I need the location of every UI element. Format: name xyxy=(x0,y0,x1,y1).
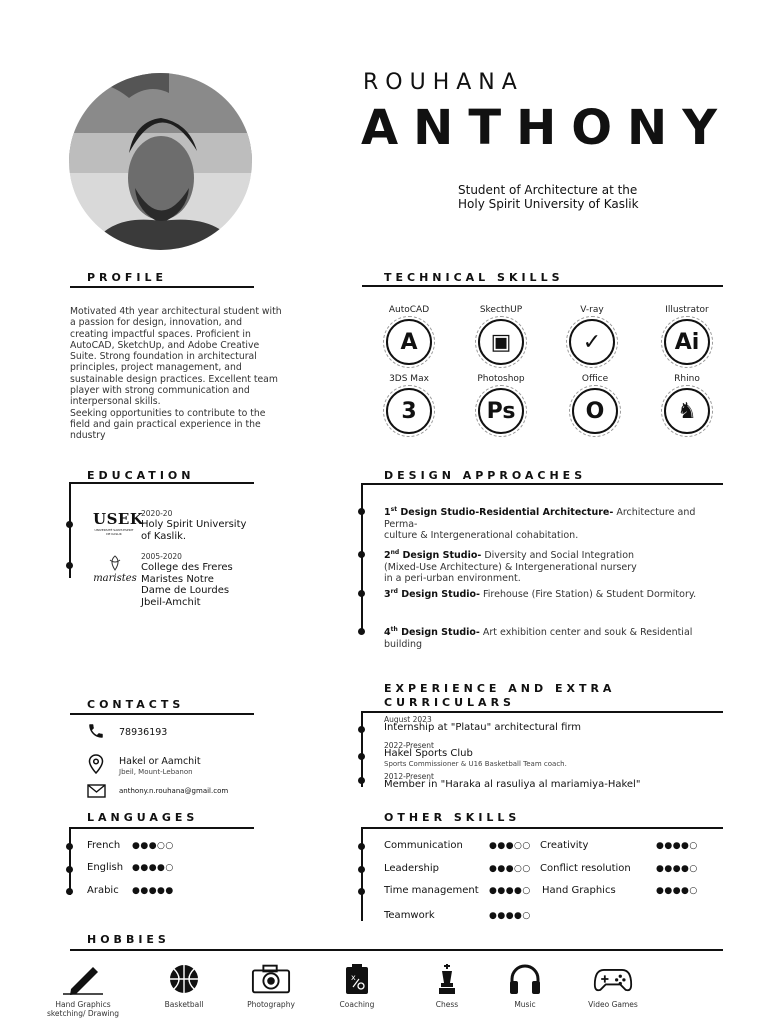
skill-rating: ●●●●○ xyxy=(489,886,531,896)
hobby-label: Photography xyxy=(247,1000,295,1009)
experience-date: August 2023 xyxy=(384,715,432,724)
tagline-line: Student of Architecture at the xyxy=(458,183,638,197)
experience-heading-line: EXPERIENCE AND EXTRA xyxy=(384,682,616,695)
timeline-dot xyxy=(66,521,73,528)
skill-3dsmax xyxy=(374,374,444,434)
office-glyph: O xyxy=(585,398,605,424)
tagline-line: Holy Spirit University of Kaslik xyxy=(458,197,639,211)
experience-date: 2012-Present xyxy=(384,772,434,781)
studio-number-suffix: nd xyxy=(390,549,400,556)
phone-icon xyxy=(87,722,105,744)
3dsmax-glyph: 3 xyxy=(401,398,417,424)
experience-rule xyxy=(362,711,723,713)
skill-label: V-ray xyxy=(580,305,604,315)
experience-heading xyxy=(384,682,615,710)
hobby-photography xyxy=(231,962,311,1009)
skill-label: AutoCAD xyxy=(388,305,430,315)
photoshop-glyph: Ps xyxy=(486,398,516,424)
design-studio-item xyxy=(384,624,724,650)
gamepad-icon xyxy=(593,962,633,996)
hobby-music xyxy=(485,962,565,1009)
studio-description: Art exhibition center and souk & Residential xyxy=(479,627,693,639)
last-name: ANTHONY xyxy=(361,100,732,156)
timeline-dot xyxy=(358,888,365,895)
timeline-dot xyxy=(358,551,365,558)
timeline-dot xyxy=(358,628,365,635)
contacts-rule xyxy=(70,713,254,715)
address-detail: Jbeil, Mount-Lebanon xyxy=(119,768,193,776)
studio-description-line: culture & Intergenerational cohabitation. xyxy=(384,530,579,542)
studio-description-line: in a peri-urban environment. xyxy=(384,573,521,585)
hobby-hand-graphics xyxy=(43,962,123,1018)
skill-office xyxy=(560,374,630,434)
skill-vray xyxy=(557,305,627,365)
skill-label: Rhino xyxy=(674,374,700,384)
timeline-dot xyxy=(358,777,365,784)
education-school-line: Holy Spirit University xyxy=(141,519,247,530)
hobby-label: Music xyxy=(514,1000,536,1009)
design-studio-item xyxy=(384,547,724,585)
skill-rating: ●●●○○ xyxy=(489,864,531,874)
location-icon xyxy=(88,754,104,778)
timeline-dot xyxy=(358,866,365,873)
hobbies-rule xyxy=(70,949,723,951)
skill-name: Communication xyxy=(384,840,463,851)
design-approaches-heading: DESIGN APPROACHES xyxy=(384,469,587,482)
skill-rating: ●●●●○ xyxy=(656,886,698,896)
skill-name: Hand Graphics xyxy=(542,885,616,896)
usek-logo xyxy=(93,510,144,536)
timeline-dot xyxy=(66,843,73,850)
experience-detail: Sports Commissioner & U16 Basketball Team coach. xyxy=(384,760,567,768)
design-studio-item xyxy=(384,504,724,542)
vray-icon xyxy=(569,319,615,365)
tagline xyxy=(458,183,639,211)
timeline-dot xyxy=(358,753,365,760)
timeline-dot xyxy=(358,508,365,515)
skill-illustrator xyxy=(652,305,722,365)
other-skills-heading: OTHER SKILLS xyxy=(384,811,521,824)
language-name: French xyxy=(87,840,121,851)
timeline-dot xyxy=(358,726,365,733)
studio-number-suffix: th xyxy=(390,626,398,633)
skill-rating: ●●●●○ xyxy=(656,864,698,874)
hobby-video-games xyxy=(573,962,653,1009)
studio-number-suffix: rd xyxy=(390,588,398,595)
education-rule xyxy=(70,482,254,484)
skill-label: Office xyxy=(581,374,609,384)
skill-photoshop xyxy=(466,374,536,434)
skill-rating: ●●●●○ xyxy=(656,841,698,851)
illustrator-glyph: Ai xyxy=(674,329,700,355)
experience-title: Internship at "Platau" architectural firm xyxy=(384,722,582,733)
vray-glyph: ✓ xyxy=(582,329,602,355)
autocad-glyph: A xyxy=(400,329,418,355)
skill-name: Conflict resolution xyxy=(540,863,631,874)
timeline-dot xyxy=(66,562,73,569)
studio-number: 2 xyxy=(384,550,391,562)
experience-date: 2022-Present xyxy=(384,741,434,750)
skill-rating: ●●●●○ xyxy=(489,911,531,921)
sketchup-icon xyxy=(478,319,524,365)
pencil-icon xyxy=(63,962,103,996)
skill-label: SkecthUP xyxy=(479,305,523,315)
profile-text: Motivated 4th year architectural student with a passion for design, innovation, and creating impactful spaces. Proficient in AutoCAD, SketchUp, and Adobe Creative Suite. Strong foundation in architectural principles, project management, and sustainable design practices. Excellent team player with strong communication and interpersonal skills. Seeking opportunities to contribute to the field and gain practical experience in the ndustry xyxy=(70,306,282,442)
studio-description: Firehouse (Fire Station) & Student Dormitory. xyxy=(479,589,697,601)
3dsmax-icon xyxy=(386,388,432,434)
education-years: 2020-20 xyxy=(141,509,173,518)
phone-number: 78936193 xyxy=(119,727,168,738)
basketball-icon xyxy=(164,962,204,996)
language-rating: ●●●●○ xyxy=(132,863,174,873)
address: Hakel or Aamchit xyxy=(119,756,201,767)
illustrator-icon xyxy=(664,319,710,365)
skill-rhino xyxy=(652,374,722,434)
maristes-logo xyxy=(93,555,137,584)
hobby-label: Video Games xyxy=(588,1000,638,1009)
studio-number: 3 xyxy=(384,589,391,601)
headphones-icon xyxy=(505,962,545,996)
rhino-icon xyxy=(664,388,710,434)
studio-title: Design Studio- xyxy=(399,550,482,562)
first-name: ROUHANA xyxy=(363,70,524,95)
email-address[interactable]: anthony.n.rouhana@gmail.com xyxy=(119,787,229,795)
timeline-dot xyxy=(358,843,365,850)
email-icon xyxy=(87,783,106,802)
studio-description: Diversity and Social Integration xyxy=(481,550,635,562)
skill-label: 3DS Max xyxy=(389,374,429,384)
languages-timeline xyxy=(69,827,71,895)
hobby-label-line2: sketching/ Drawing xyxy=(46,1009,120,1018)
skill-sketchup xyxy=(466,305,536,365)
hobby-label: Coaching xyxy=(339,1000,375,1009)
maristes-emblem-icon xyxy=(105,555,125,571)
language-name: Arabic xyxy=(87,885,119,896)
languages-heading: LANGUAGES xyxy=(87,811,199,824)
studio-number: 1 xyxy=(384,507,391,519)
other-skills-rule xyxy=(362,827,723,829)
studio-title: Design Studio- xyxy=(397,627,480,639)
skill-rating: ●●●○○ xyxy=(489,841,531,851)
studio-title: Design Studio-Residential Architecture- xyxy=(397,507,614,519)
studio-number-suffix: st xyxy=(390,506,398,513)
sketchup-glyph: ▣ xyxy=(490,329,512,355)
design-approaches-rule xyxy=(362,483,723,485)
education-school-line: College des Freres xyxy=(141,562,233,573)
hobby-basketball xyxy=(144,962,224,1009)
education-school-line: Jbeil-Amchit xyxy=(141,596,201,608)
experience-title: Member in "Haraka al rasuliya al mariamiya-Hakel" xyxy=(384,779,641,790)
experience-title: Hakel Sports Club xyxy=(384,748,473,759)
skill-label: Illustrator xyxy=(665,305,709,315)
hobby-label: Hand Graphics xyxy=(55,1000,111,1009)
language-rating: ●●●●● xyxy=(132,886,174,896)
skill-name: Leadership xyxy=(384,863,439,874)
profile-rule xyxy=(70,286,254,288)
experience-heading-line: CURRICULARS xyxy=(384,696,515,709)
education-school xyxy=(141,562,233,608)
education-school-line: Maristes Notre xyxy=(141,573,214,585)
usek-logo-subtext: UNIVERSITÉ SAINT-ESPRIT DE KASLIK xyxy=(94,528,134,536)
education-school-line: of Kaslik. xyxy=(141,530,187,542)
skill-name: Teamwork xyxy=(384,910,435,921)
education-years: 2005-2020 xyxy=(141,552,182,561)
studio-description-line: building xyxy=(384,638,423,650)
skill-name: Time management xyxy=(384,885,479,896)
studio-title: Design Studio- xyxy=(397,589,480,601)
language-rating: ●●●○○ xyxy=(132,841,174,851)
studio-description: Architecture and Perma- xyxy=(384,507,696,530)
languages-rule xyxy=(70,827,254,829)
hobby-label: Basketball xyxy=(164,1000,204,1009)
studio-number: 4 xyxy=(384,627,391,639)
hobbies-heading: HOBBIES xyxy=(87,933,170,946)
profile-heading: PROFILE xyxy=(87,271,168,284)
studio-description-line: (Mixed-Use Architecture) & Intergenerational nursery xyxy=(384,561,637,573)
chess-icon xyxy=(427,962,467,996)
profile-photo xyxy=(69,73,252,250)
svg-text:x: x xyxy=(351,973,356,982)
other-skills-timeline xyxy=(361,827,363,921)
office-icon xyxy=(572,388,618,434)
technical-skills-rule xyxy=(362,285,723,287)
timeline-dot xyxy=(66,866,73,873)
contacts-heading: CONTACTS xyxy=(87,698,185,711)
camera-icon xyxy=(251,962,291,996)
photoshop-icon xyxy=(478,388,524,434)
education-school-line: Dame de Lourdes xyxy=(141,585,230,596)
skill-autocad xyxy=(374,305,444,365)
hobby-chess xyxy=(407,962,487,1009)
language-name: English xyxy=(87,862,124,873)
timeline-dot xyxy=(66,888,73,895)
skill-label: Photoshop xyxy=(477,374,525,384)
skill-name: Creativity xyxy=(540,840,589,851)
hobby-coaching xyxy=(317,962,397,1009)
design-studio-item xyxy=(384,586,724,601)
education-heading: EDUCATION xyxy=(87,469,195,482)
technical-skills-heading: TECHNICAL SKILLS xyxy=(384,271,564,284)
clipboard-icon xyxy=(337,962,377,996)
rhino-glyph: ♞ xyxy=(677,398,697,424)
hobby-label: Chess xyxy=(435,1000,459,1009)
usek-logo-text: USEK xyxy=(93,510,144,528)
portrait-image xyxy=(69,73,252,250)
design-timeline xyxy=(361,483,363,633)
autocad-icon xyxy=(386,319,432,365)
timeline-dot xyxy=(358,590,365,597)
maristes-logo-text: maristes xyxy=(93,573,137,584)
education-school xyxy=(141,519,246,542)
experience-timeline xyxy=(361,711,363,787)
